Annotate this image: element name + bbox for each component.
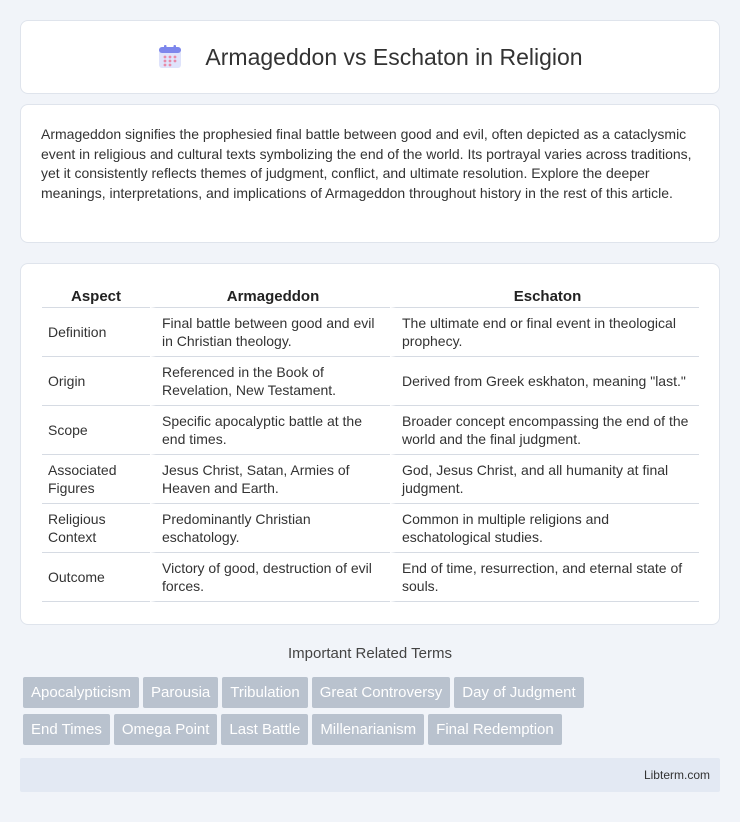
table-cell: God, Jesus Christ, and all humanity at final judgment. <box>390 455 699 504</box>
header-eschaton: Eschaton <box>390 284 699 308</box>
header-armageddon: Armageddon <box>150 284 390 308</box>
related-terms-list <box>23 677 723 751</box>
table-cell: The ultimate end or final event in theological prophecy. <box>390 308 699 357</box>
term-tag[interactable]: Day of Judgment <box>454 677 583 708</box>
table-row <box>42 455 699 504</box>
page-title: Armageddon vs Eschaton in Religion <box>205 43 583 70</box>
table-cell: End of time, resurrection, and eternal state of souls. <box>390 553 699 602</box>
table-row <box>42 504 699 553</box>
table-cell: Jesus Christ, Satan, Armies of Heaven and Earth. <box>150 455 390 504</box>
table-row <box>42 406 699 455</box>
table-row <box>42 357 699 406</box>
comparison-table <box>42 284 699 602</box>
intro-text: Armageddon signifies the prophesied final battle between good and evil, often depicted as a cataclysmic event in religious and cultural texts symbolizing the end of the world. Its portrayal varies across traditions, yet it consistently reflects themes of judgment, conflict, and ultimate resolution. Explore the deeper meanings, interpretations, and implications of Armageddon throughout history in the rest of this article. <box>41 126 692 201</box>
term-tag[interactable]: Tribulation <box>222 677 307 708</box>
table-cell: Religious Context <box>42 504 150 553</box>
table-cell: Scope <box>42 406 150 455</box>
term-tag[interactable]: Great Controversy <box>312 677 451 708</box>
table-cell: Associated Figures <box>42 455 150 504</box>
table-cell: Specific apocalyptic battle at the end times. <box>150 406 390 455</box>
term-tag[interactable]: Apocalypticism <box>23 677 139 708</box>
comparison-card <box>20 263 720 625</box>
intro-card <box>20 104 720 243</box>
term-tag[interactable]: Parousia <box>143 677 218 708</box>
term-tag[interactable]: End Times <box>23 714 110 745</box>
title-card <box>20 20 720 94</box>
table-cell: Victory of good, destruction of evil forces. <box>150 553 390 602</box>
table-cell: Referenced in the Book of Revelation, New Testament. <box>150 357 390 406</box>
term-tag[interactable]: Final Redemption <box>428 714 562 745</box>
footer <box>20 758 720 792</box>
table-cell: Derived from Greek eskhaton, meaning "last." <box>390 357 699 406</box>
term-tag[interactable]: Millenarianism <box>312 714 424 745</box>
table-row <box>42 553 699 602</box>
table-cell: Predominantly Christian eschatology. <box>150 504 390 553</box>
table-cell: Common in multiple religions and eschatological studies. <box>390 504 699 553</box>
table-cell: Origin <box>42 357 150 406</box>
table-header-row <box>42 284 699 308</box>
footer-brand-link[interactable]: Libterm.com <box>643 768 710 782</box>
table-cell: Final battle between good and evil in Christian theology. <box>150 308 390 357</box>
header-aspect: Aspect <box>42 284 150 308</box>
table-cell: Broader concept encompassing the end of the world and the final judgment. <box>390 406 699 455</box>
related-terms-heading: Important Related Terms <box>288 645 452 662</box>
calendar-icon <box>157 44 183 70</box>
table-cell: Outcome <box>42 553 150 602</box>
term-tag[interactable]: Omega Point <box>114 714 218 745</box>
table-row <box>42 308 699 357</box>
term-tag[interactable]: Last Battle <box>221 714 308 745</box>
table-cell: Definition <box>42 308 150 357</box>
